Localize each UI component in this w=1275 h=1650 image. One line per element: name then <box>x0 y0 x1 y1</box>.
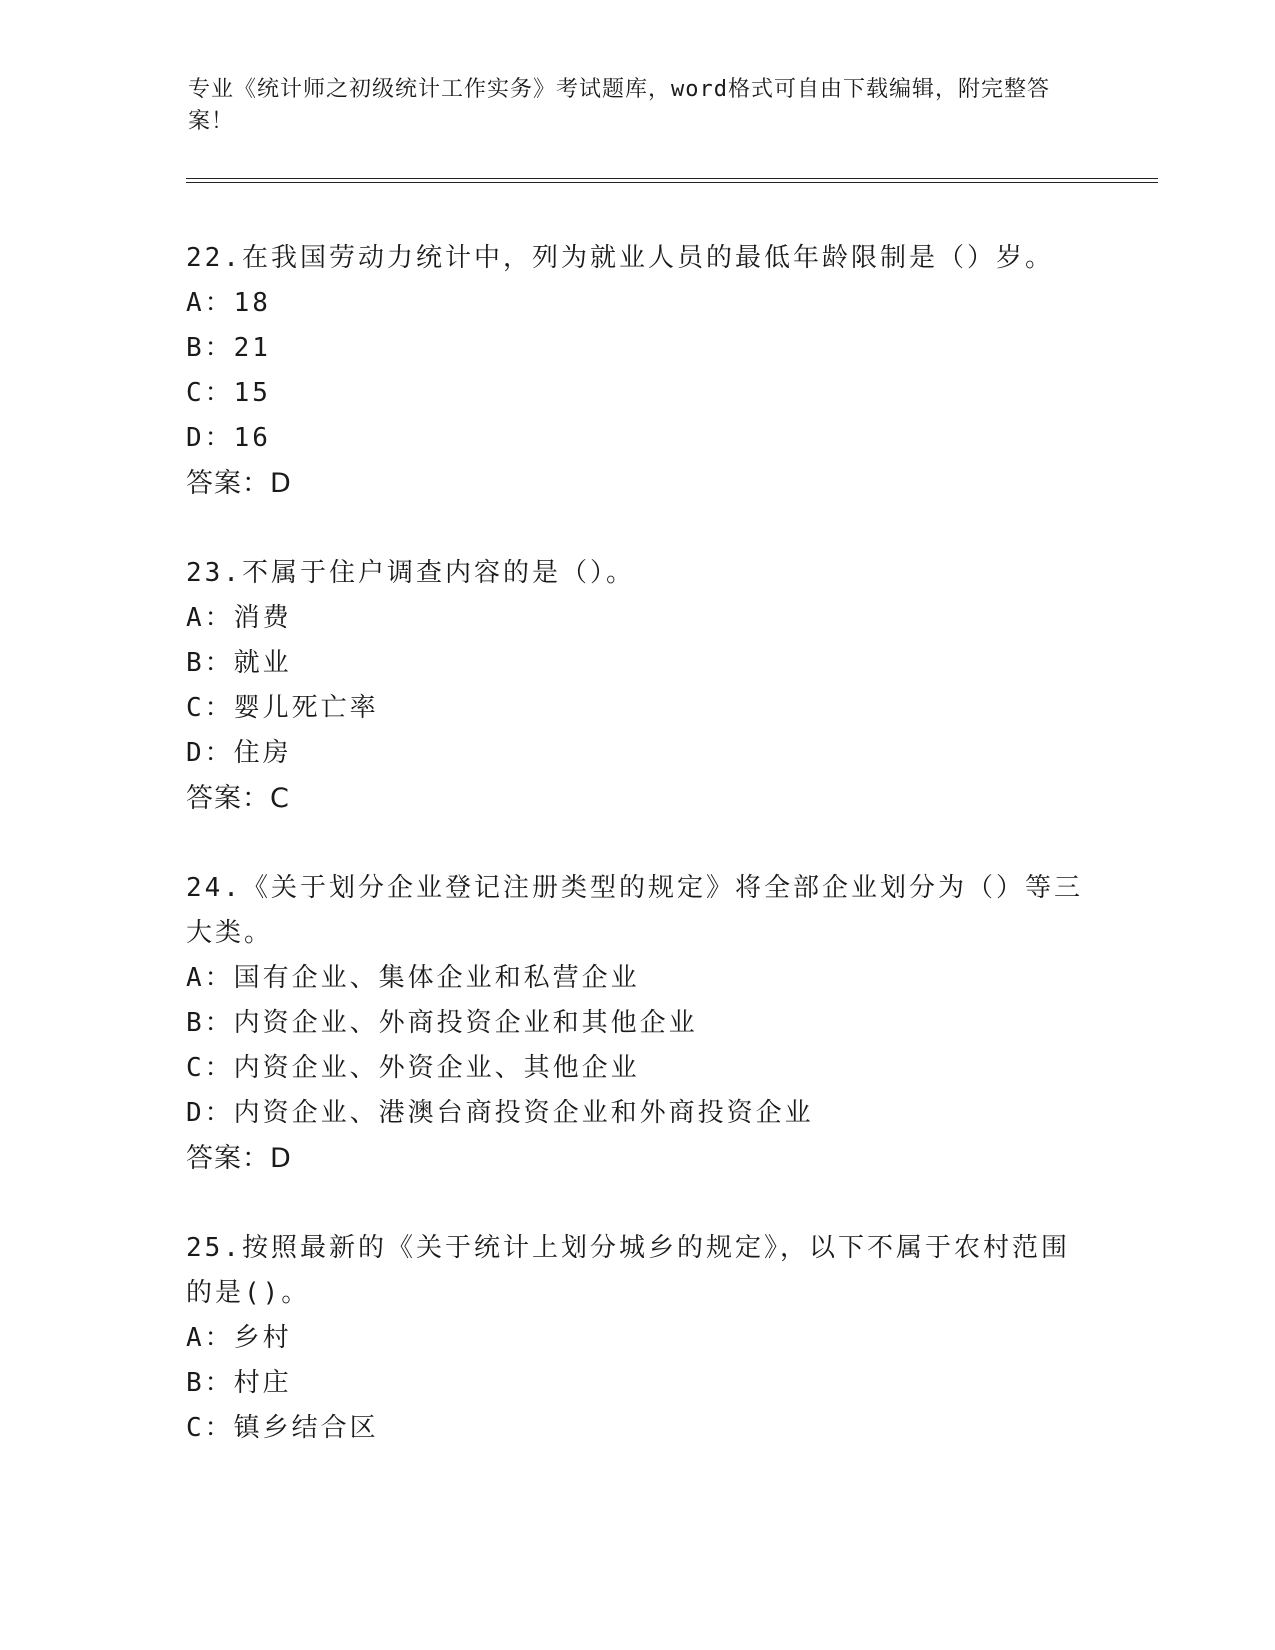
option-d: D：16 <box>186 423 271 453</box>
question-stem: 23.不属于住户调查内容的是（）。 <box>186 558 635 588</box>
option-c: C：镇乡结合区 <box>186 1413 379 1443</box>
option-d: D：内资企业、港澳台商投资企业和外商投资企业 <box>186 1098 814 1128</box>
option-b: B：内资企业、外商投资企业和其他企业 <box>186 1008 698 1038</box>
option-a: A：国有企业、集体企业和私营企业 <box>186 963 640 993</box>
document-header: 专业《统计师之初级统计工作实务》考试题库，word格式可自由下载编辑，附完整答案！ <box>188 77 1050 134</box>
question-23 <box>186 551 1086 821</box>
option-c: C：内资企业、外资企业、其他企业 <box>186 1053 640 1083</box>
option-d: D：住房 <box>186 738 292 768</box>
answer-line: 答案：D <box>186 468 292 499</box>
option-b: B：就业 <box>186 648 292 678</box>
question-stem: 22.在我国劳动力统计中，列为就业人员的最低年龄限制是（）岁。 <box>186 243 1054 273</box>
option-a: A：乡村 <box>186 1323 292 1353</box>
question-list <box>186 236 1086 1496</box>
question-22 <box>186 236 1086 506</box>
question-25 <box>186 1226 1086 1451</box>
answer-line: 答案：C <box>186 783 290 814</box>
question-stem: 25.按照最新的《关于统计上划分城乡的规定》，以下不属于农村范围的是()。 <box>186 1233 1070 1308</box>
option-b: B：村庄 <box>186 1368 292 1398</box>
question-24 <box>186 866 1086 1181</box>
option-b: B：21 <box>186 333 271 363</box>
option-a: A：18 <box>186 288 271 318</box>
option-a: A：消费 <box>186 603 292 633</box>
question-stem: 24.《关于划分企业登记注册类型的规定》将全部企业划分为（）等三大类。 <box>186 873 1083 948</box>
answer-line: 答案：D <box>186 1143 292 1174</box>
header-double-rule <box>186 178 1158 183</box>
option-c: C：15 <box>186 378 271 408</box>
option-c: C：婴儿死亡率 <box>186 693 379 723</box>
